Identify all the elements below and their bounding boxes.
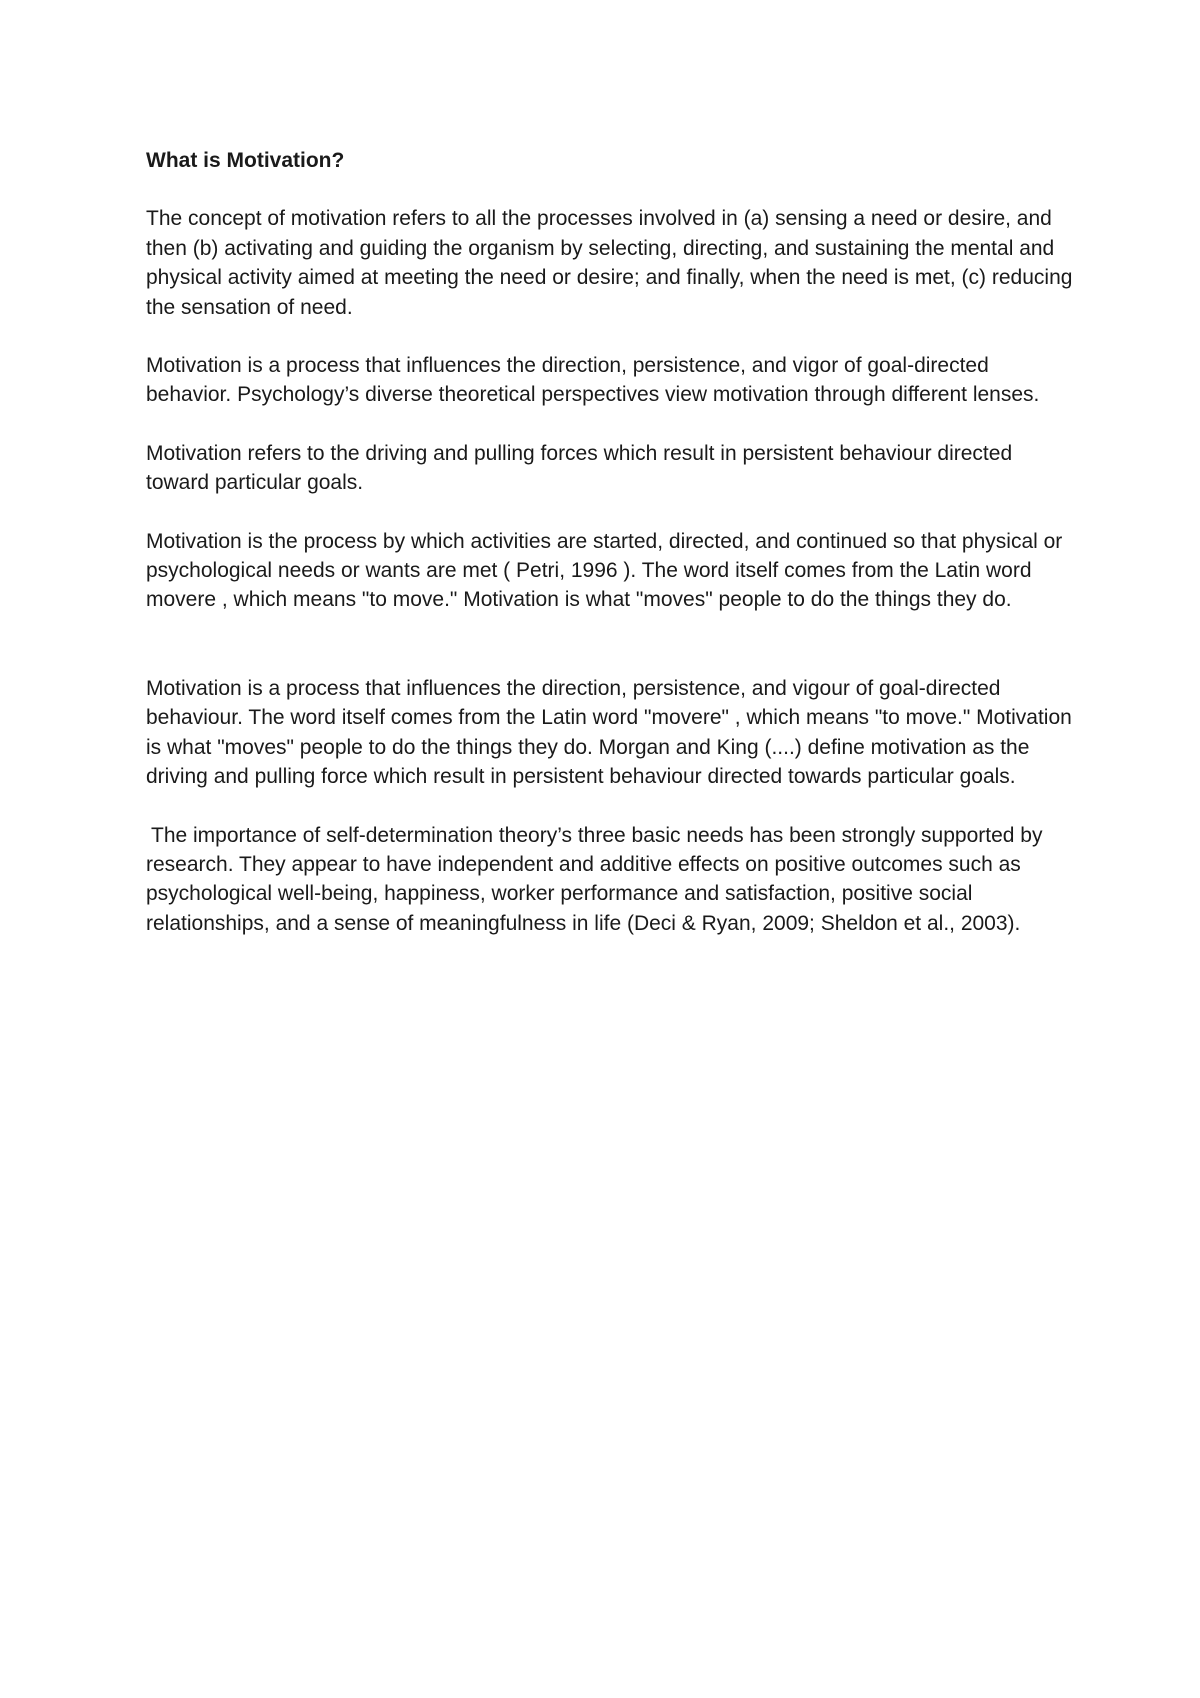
paragraph-morgan-king: Motivation is a process that influences the direction, persistence, and vigour of goal-directed behaviour. The word itself comes from the Latin word "movere" , which means "to move." Motivation is what "moves" people to do the things they do. Morgan and King (....) define motivation as the driving and pulling force which result in persistent behaviour directed towards particular goals. bbox=[146, 676, 1072, 789]
paragraph-petri: Motivation is the process by which activities are started, directed, and continued so that physical or psychological needs or wants are met ( Petri, 1996 ). The word itself comes from the Latin word movere , which means "to move." Motivation is what "moves" people to do the things they do. bbox=[146, 529, 1063, 612]
paragraph-concept: The concept of motivation refers to all the processes involved in (a) sensing a need or desire, and then (b) activating and guiding the organism by selecting, directing, and sustaining the mental and physical activity aimed at meeting the need or desire; and finally, when the need is met, (c) reducing the sensation of need. bbox=[146, 207, 1073, 319]
document-body bbox=[146, 146, 1076, 967]
paragraph-self-determination: The importance of self-determination theory’s three basic needs has been strongly supported by research. They appear to have independent and additive effects on positive outcomes such as psychological well-being, happiness, worker performance and satisfaction, positive social relationships, and a sense of meaningfulness in life (Deci & Ryan, 2009; Sheldon et al., 2003). bbox=[146, 823, 1043, 935]
paragraph-process: Motivation is a process that influences the direction, persistence, and vigor of goal-directed behavior. Psychology’s diverse theoretical perspectives view motivation through different lenses. bbox=[146, 354, 1040, 407]
document-title: What is Motivation? bbox=[146, 149, 345, 172]
paragraph-forces: Motivation refers to the driving and pulling forces which result in persistent behaviour directed toward particular goals. bbox=[146, 441, 1013, 495]
